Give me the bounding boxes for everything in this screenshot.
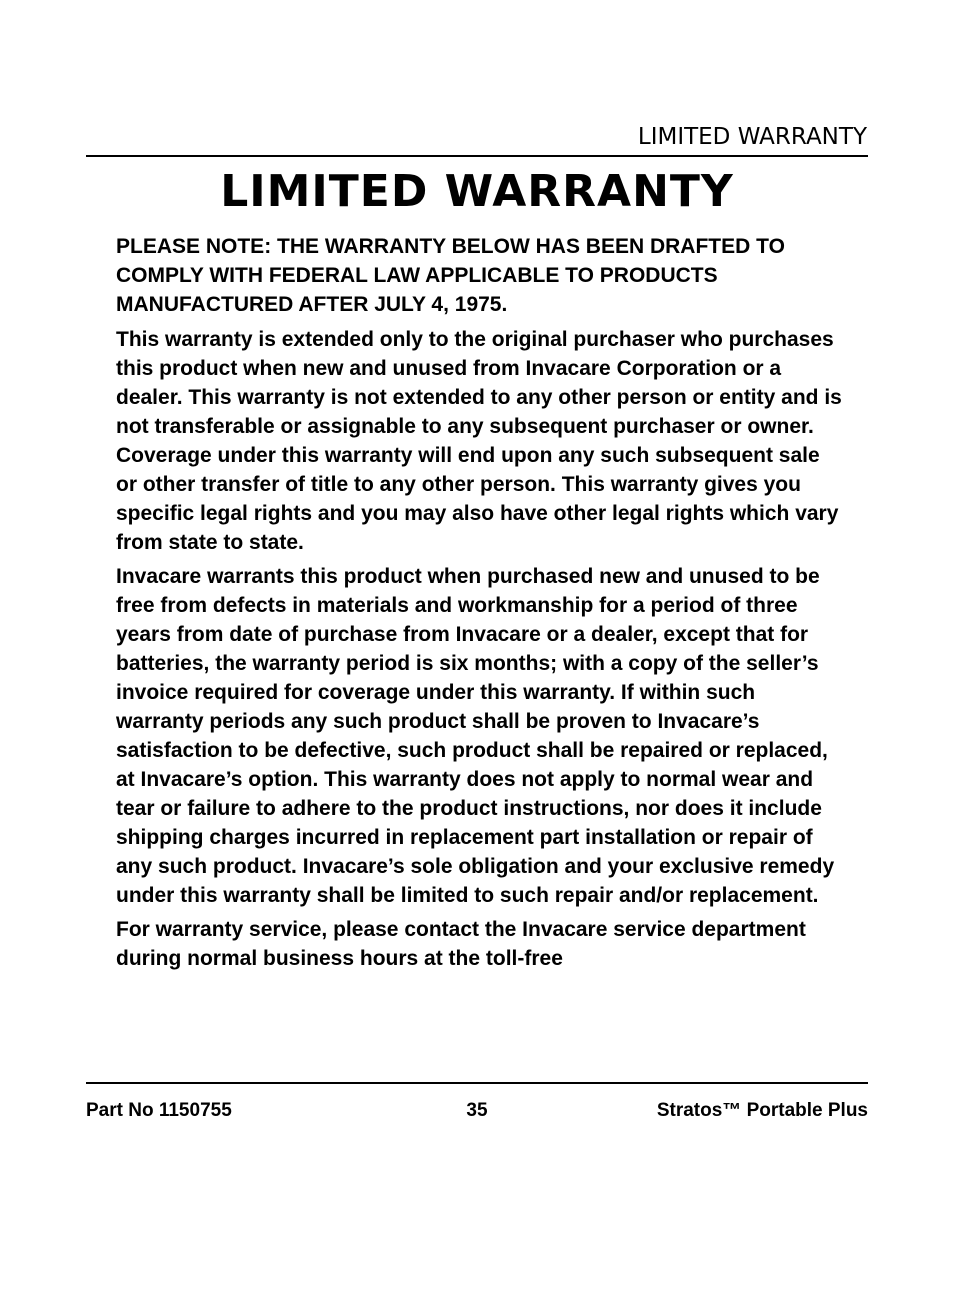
- paragraph-coverage-scope: This warranty is extended only to the original purchaser who purchases this product when new and unused from Invacare Corporation or a dealer. This warranty is not extended to any other person or entity and is not transferable or assignable to any subsequent purchaser or owner. Coverage under this warranty will end upon any such subsequent sale or other transfer of title to any other person. This warranty gives you specific legal rights and you may also have other legal rights which vary from state to state.: [116, 328, 842, 554]
- paragraph-warranty-service: For warranty service, please contact the Invacare service department during normal business hours at the toll-free: [116, 918, 806, 970]
- product-name: Stratos™ Portable Plus: [656, 1100, 868, 1121]
- federal-law-note: PLEASE NOTE: THE WARRANTY BELOW HAS BEEN DRAFTED TO COMPLY WITH FEDERAL LAW APPLICABLE TO PRODUCTS MANUFACTURED AFTER JULY 4, 1975.: [116, 235, 785, 316]
- header-rule: [86, 155, 868, 157]
- running-header: LIMITED WARRANTY: [637, 124, 867, 150]
- paragraph-warranty-terms: Invacare warrants this product when purchased new and unused to be free from defects in materials and workmanship for a period of three years from date of purchase from Invacare or a dealer, except that for batteries, the warranty period is six months; with a copy of the seller’s invoice required for coverage under this warranty. If within such warranty periods any such product shall be proven to Invacare’s satisfaction to be defective, such product shall be repaired or replaced, at Invacare’s option. This warranty does not apply to normal wear and tear or failure to adhere to the product instructions, nor does it include shipping charges incurred in replacement part installation or repair of any such product. Invacare’s sole obligation and your exclusive remedy under this warranty shall be limited to such repair and/or replacement.: [116, 565, 835, 907]
- page-number: 35: [466, 1100, 488, 1121]
- page-title: LIMITED WARRANTY: [220, 166, 734, 217]
- warranty-body: [116, 232, 846, 978]
- part-number: Part No 1150755: [86, 1100, 232, 1121]
- footer-rule: [86, 1082, 868, 1084]
